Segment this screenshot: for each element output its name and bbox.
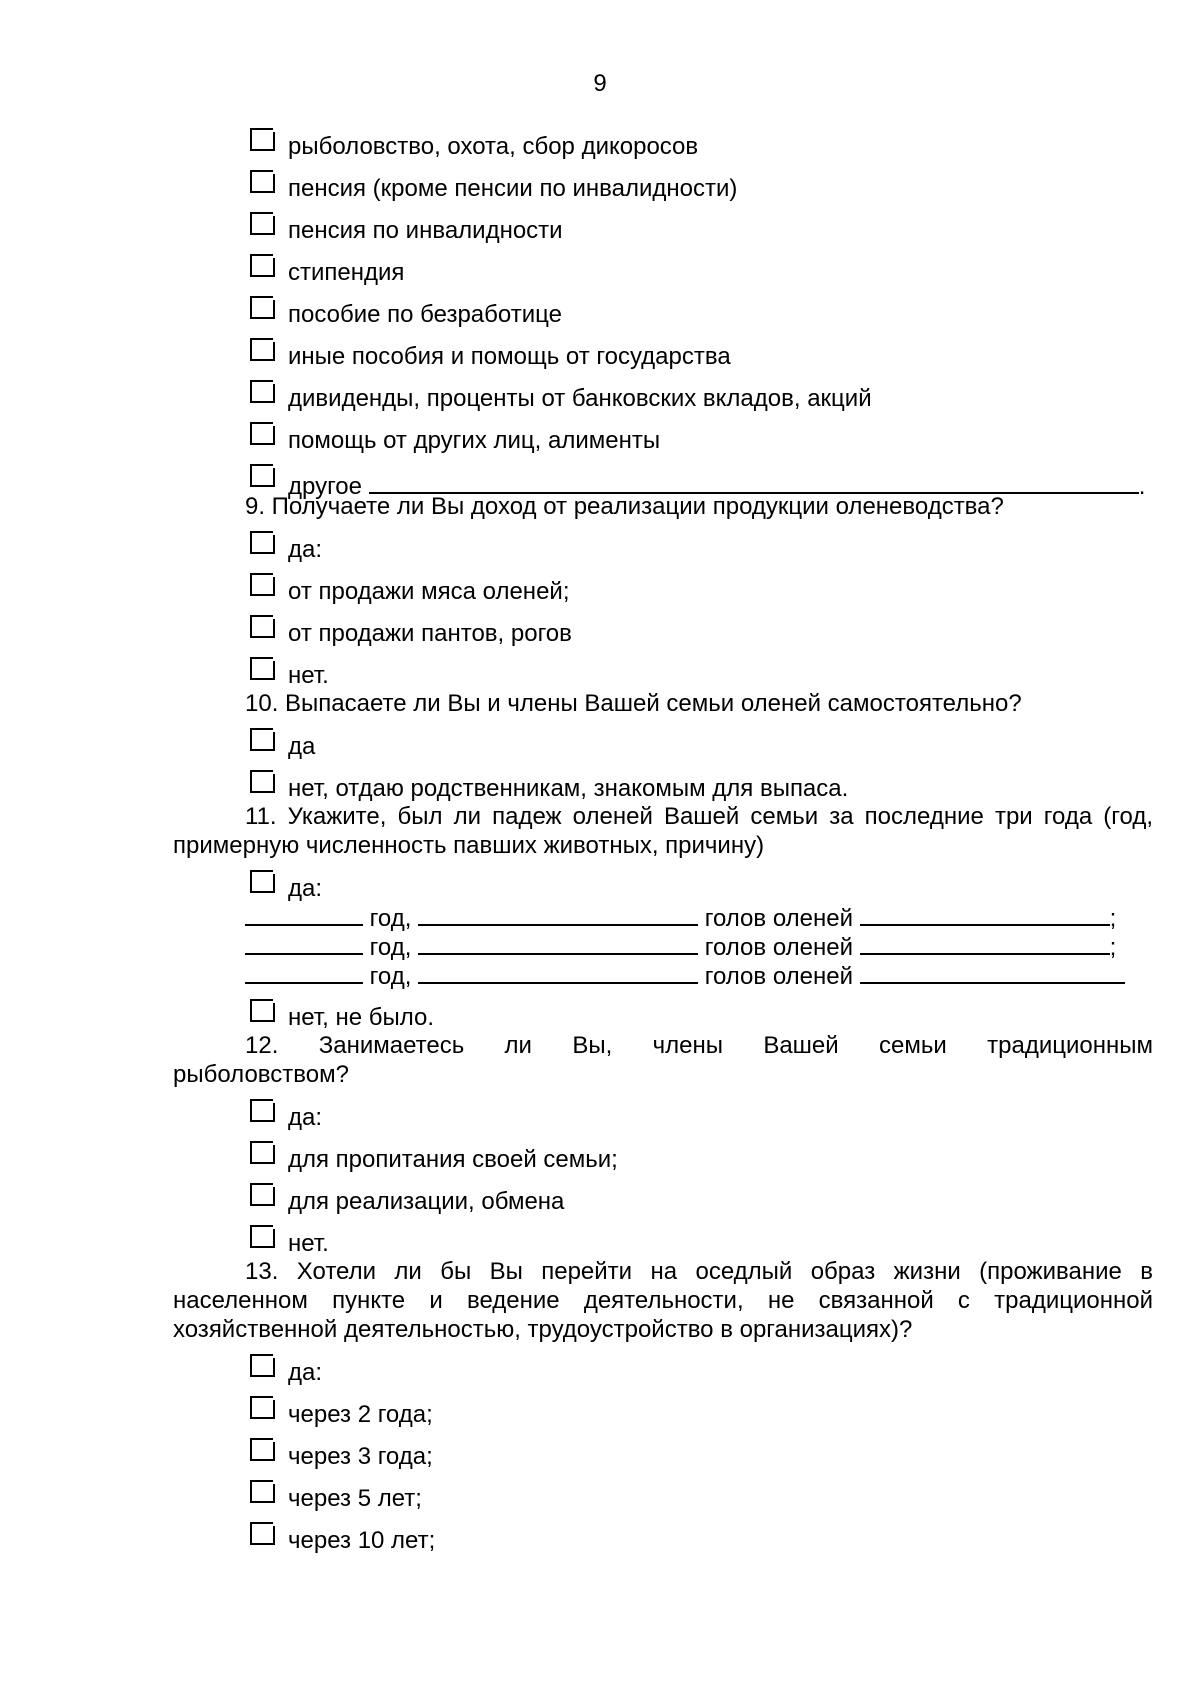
option-fishing [173,118,1153,160]
option-label: да [288,733,316,760]
heads-label: голов оленей [704,905,853,932]
question-9: 9. Получаете ли Вы доход от реализации продукции оленеводства? [245,493,1004,520]
option-label: от продажи пантов, рогов [288,620,572,647]
other-input-line[interactable] [369,472,1139,494]
checkbox[interactable] [250,380,273,403]
checkbox[interactable] [250,615,273,638]
q12-option-yes [173,1089,1153,1131]
q9-option-meat [173,563,1153,605]
option-label: нет. [288,1230,329,1257]
option-label: для реализации, обмена [288,1188,565,1215]
q11-deaths-row [173,902,1153,931]
checkbox[interactable] [250,212,273,235]
year-input-line[interactable] [245,931,363,955]
q12-option-family [173,1131,1153,1173]
checkbox[interactable] [250,870,273,893]
option-help-others [173,412,1153,454]
q11-option-yes [173,860,1153,902]
checkbox[interactable] [250,422,273,445]
year-input-line[interactable] [245,902,363,926]
checkbox[interactable] [250,531,273,554]
option-label: иные пособия и помощь от государства [288,343,731,370]
option-label: от продажи мяса оленей; [288,578,570,605]
option-unemployment [173,286,1153,328]
option-label: пенсия (кроме пенсии по инвалидности) [288,175,738,202]
option-label: дивиденды, проценты от банковских вкладов, акций [288,385,872,412]
option-other [173,454,1153,500]
q12-option-sale [173,1173,1153,1215]
checkbox[interactable] [250,1522,273,1545]
checkbox[interactable] [250,1099,273,1122]
option-label: через 2 года; [288,1401,433,1428]
option-state-benefits [173,328,1153,370]
checkbox[interactable] [250,170,273,193]
q11-deaths-row [173,931,1153,960]
heads-input-line[interactable] [860,931,1110,955]
checkbox[interactable] [250,1396,273,1419]
row-end: ; [1109,934,1117,961]
checkbox[interactable] [250,1183,273,1206]
checkbox[interactable] [250,296,273,319]
q10-option-yes [173,718,1153,760]
q9-option-no [173,647,1153,689]
heads-label: голов оленей [704,934,853,961]
option-label: нет. [288,662,329,689]
checkbox[interactable] [250,254,273,277]
question-10: 10. Выпасаете ли Вы и члены Вашей семьи оленей самостоятельно? [245,690,1022,717]
reason-input-line[interactable] [418,902,698,926]
option-label: да: [288,1359,323,1386]
reason-input-line[interactable] [418,931,698,955]
question-12: 12. Занимаетесь ли Вы, члены Вашей семьи традиционным рыболовством? [173,1032,1153,1088]
heads-input-line[interactable] [860,960,1125,984]
year-label: год, [369,963,412,990]
option-label: пенсия по инвалидности [288,217,563,244]
option-label: рыболовство, охота, сбор дикоросов [288,133,699,160]
page-number: 9 [593,70,607,97]
option-stipend [173,244,1153,286]
q13-option-yes [173,1344,1153,1386]
questionnaire [173,118,1153,1554]
option-label: да: [288,875,323,902]
option-label: через 5 лет; [288,1485,422,1512]
option-pension [173,160,1153,202]
option-disability-pension [173,202,1153,244]
q9-option-yes [173,521,1153,563]
option-label: нет, не было. [288,1004,435,1031]
question-11: 11. Укажите, был ли падеж оленей Вашей семьи за последние три года (год, примерную численность павших животных, причину) [173,803,1153,859]
checkbox[interactable] [250,338,273,361]
q10-option-no [173,760,1153,802]
checkbox[interactable] [250,1141,273,1164]
checkbox[interactable] [250,573,273,596]
option-label: другое [288,473,363,500]
checkbox[interactable] [250,770,273,793]
checkbox[interactable] [250,1438,273,1461]
q11-deaths-row [173,960,1153,989]
q13-option-2-years [173,1386,1153,1428]
checkbox[interactable] [250,1225,273,1248]
option-label: стипендия [288,259,405,286]
row-end: ; [1109,905,1117,932]
heads-input-line[interactable] [860,902,1110,926]
option-label: для пропитания своей семьи; [288,1146,618,1173]
checkbox[interactable] [250,728,273,751]
option-dividends [173,370,1153,412]
option-label: пособие по безработице [288,301,562,328]
option-label: через 3 года; [288,1443,433,1470]
checkbox[interactable] [250,657,273,680]
reason-input-line[interactable] [418,960,698,984]
heads-label: голов оленей [704,963,853,990]
option-label: нет, отдаю родственникам, знакомым для выпаса. [288,775,849,802]
option-label: да: [288,536,323,563]
q12-option-no [173,1215,1153,1257]
q13-option-3-years [173,1428,1153,1470]
q13-option-10-years [173,1512,1153,1554]
year-input-line[interactable] [245,960,363,984]
year-label: год, [369,934,412,961]
q13-option-5-years [173,1470,1153,1512]
q9-option-antlers [173,605,1153,647]
option-label: да: [288,1104,323,1131]
checkbox[interactable] [250,1354,273,1377]
year-label: год, [369,905,412,932]
question-13: 13. Хотели ли бы Вы перейти на оседлый образ жизни (проживание в населенном пункте и ведение деятельности, не связанной с традиционной хозяйственной деятельностью, трудоустройство в организациях)? [173,1258,1153,1343]
checkbox[interactable] [250,999,273,1022]
option-label: помощь от других лиц, алименты [288,427,661,454]
option-label: через 10 лет; [288,1527,436,1554]
checkbox[interactable] [250,1480,273,1503]
checkbox[interactable] [250,128,273,151]
q11-option-no [173,989,1153,1031]
other-end: . [1138,473,1146,500]
checkbox[interactable] [250,464,273,487]
